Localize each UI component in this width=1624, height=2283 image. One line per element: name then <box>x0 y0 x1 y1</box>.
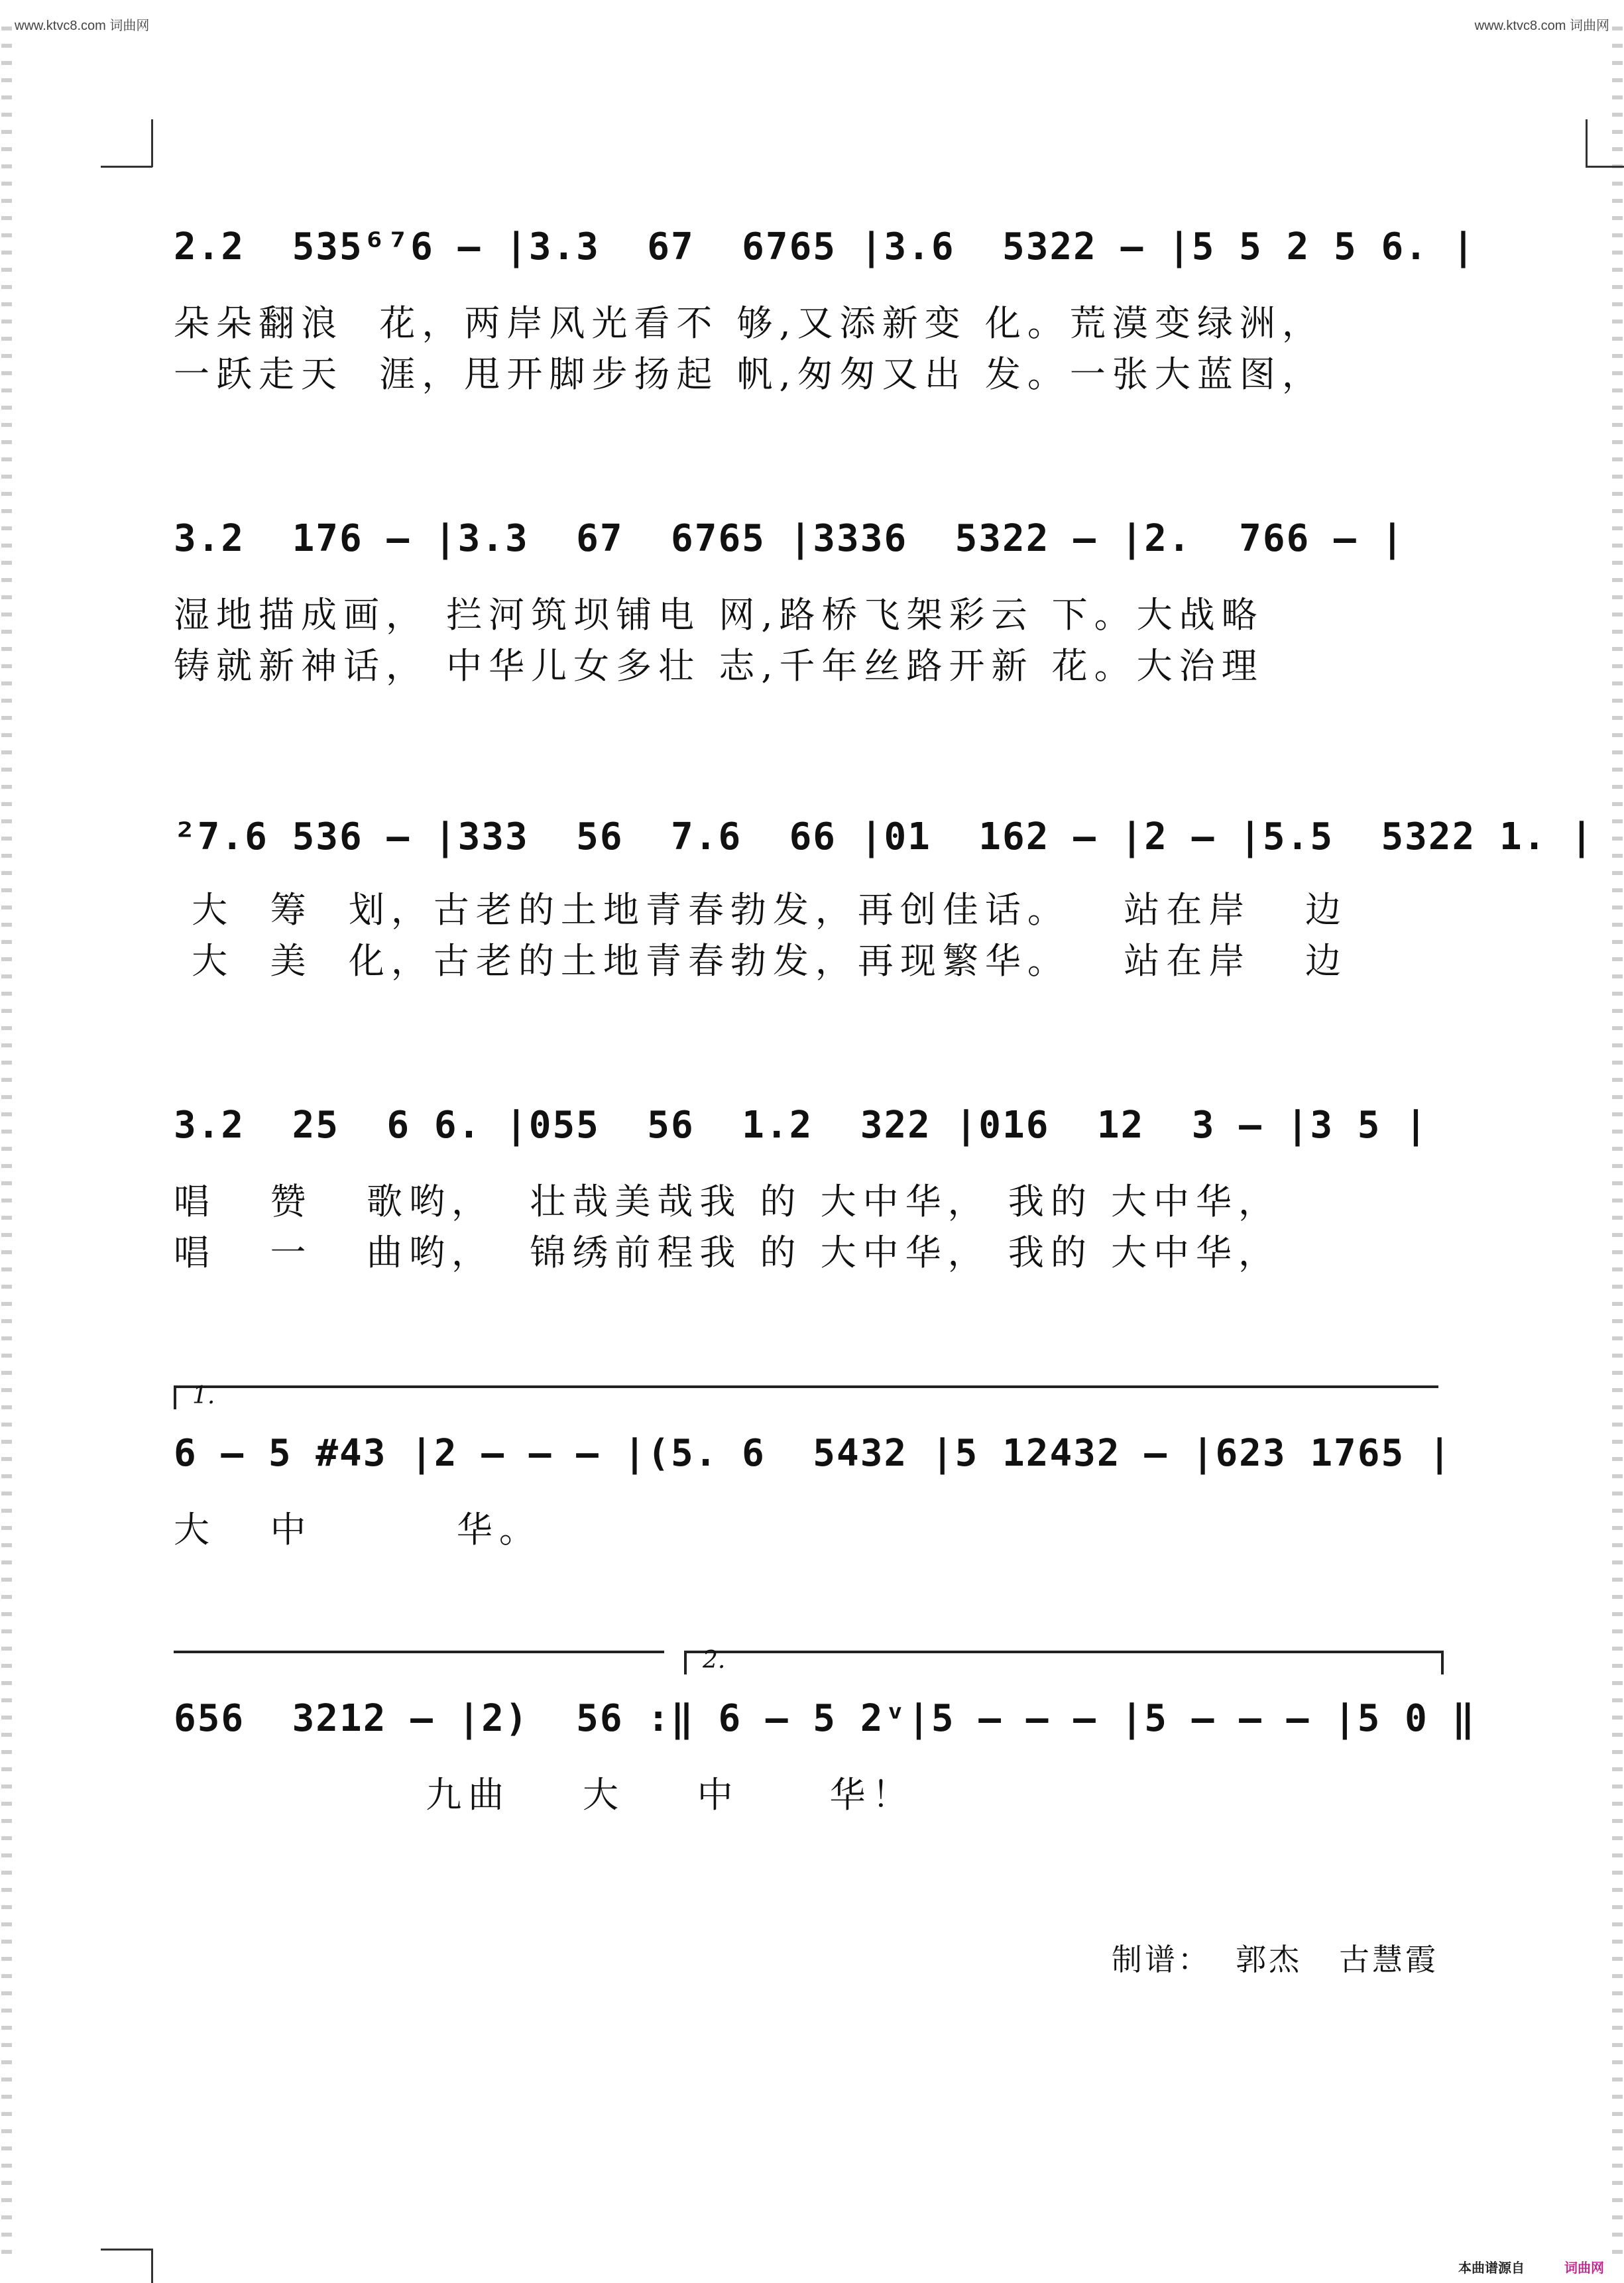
lyric-line-6: 九曲 大 中 华！ <box>174 1774 915 1816</box>
volta-2-label: 2. <box>703 1647 726 1674</box>
footer-source: 本曲谱源自 <box>1458 2260 1525 2276</box>
header-site-left: www.ktvc8.com 词曲网 <box>15 19 150 33</box>
transcriber-credit: 制谱： 郭杰 古慧霞 <box>1111 1942 1438 1977</box>
lyric-line-2-verse-2: 铸就新神话， 中华儿女多壮 志,千年丝路开新 花。大治理 <box>174 645 1264 687</box>
lyric-line-3-verse-1: 大 筹 划，古老的土地青春勃发，再创佳话。 站在岸 边 <box>174 889 1348 931</box>
left-margin-dots <box>1 27 12 2260</box>
volta-2-tick-left <box>684 1651 687 1674</box>
footer-site-link[interactable]: 词曲网 <box>1564 2260 1604 2276</box>
volta-2-tick-right <box>1441 1651 1444 1674</box>
crop-mark-top-right <box>1586 166 1624 168</box>
crop-mark-top-right-v <box>1586 119 1588 167</box>
volta-1-tick <box>174 1385 176 1409</box>
notation-line-5: 6 – 5 #43 |2 – – – |(5. 6 5432 |5 12432 – |623 1765 | <box>174 1432 1452 1475</box>
right-margin-dots <box>1612 27 1623 2260</box>
crop-mark-top-left <box>101 166 152 168</box>
lyric-line-5: 大 中 华。 <box>174 1509 542 1551</box>
notation-line-6: 656 3212 – |2) 56 :‖ 6 – 5 2ᵛ|5 – – – |5 – – – |5 0 ‖ <box>174 1697 1476 1740</box>
crop-mark-top-left-v <box>151 119 153 167</box>
notation-line-1: 2.2 535⁶⁷6 – |3.3 67 6765 |3.6 5322 – |5 5 2 5 6. | <box>174 225 1476 268</box>
notation-line-3: ²7.6 536 – |333 56 7.6 66 |01 162 – |2 – |5.5 5322 1. | <box>174 815 1594 858</box>
lyric-line-3-verse-2: 大 美 化，古老的土地青春勃发，再现繁华。 站在岸 边 <box>174 940 1348 982</box>
volta-1-bracket <box>174 1385 1438 1388</box>
repeat-section-line <box>174 1651 664 1653</box>
notation-line-2: 3.2 176 – |3.3 67 6765 |3336 5322 – |2. 766 – | <box>174 517 1405 560</box>
lyric-line-4-verse-2: 唱 一 曲哟， 锦绣前程我 的 大中华， 我的 大中华， <box>174 1232 1281 1273</box>
lyric-line-1-verse-1: 朵朵翻浪 花，两岸风光看不 够,又添新变 化。荒漠变绿洲， <box>174 302 1324 344</box>
notation-line-4: 3.2 25 6 6. |055 56 1.2 322 |016 12 3 – |3 5 | <box>174 1104 1428 1147</box>
crop-mark-bottom-left-v <box>151 2249 153 2283</box>
header-site-right: www.ktvc8.com 词曲网 <box>1474 19 1609 33</box>
lyric-line-4-verse-1: 唱 赞 歌哟， 壮哉美哉我 的 大中华， 我的 大中华， <box>174 1181 1281 1222</box>
lyric-line-1-verse-2: 一跃走天 涯，甩开脚步扬起 帆,匆匆又出 发。一张大蓝图， <box>174 353 1324 395</box>
volta-1-label: 1. <box>192 1382 215 1409</box>
lyric-line-2-verse-1: 湿地描成画， 拦河筑坝铺电 网,路桥飞架彩云 下。大战略 <box>174 594 1264 636</box>
crop-mark-bottom-left <box>101 2249 152 2251</box>
volta-2-bracket <box>684 1651 1444 1653</box>
